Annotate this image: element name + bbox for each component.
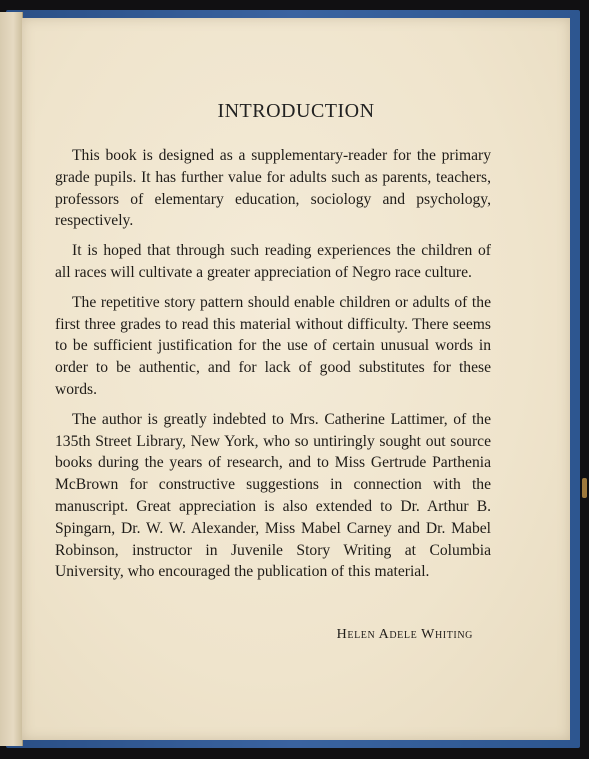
introduction-body	[55, 145, 491, 591]
paragraph-2: It is hoped that through such reading experiences the children of all races will cultivate a greater appreciation of Negro race culture.	[55, 242, 491, 281]
paragraph-1: This book is designed as a supplementary-reader for the primary grade pupils. It has further value for adults such as parents, teachers, professors of elementary education, sociology and psychology, respectively.	[55, 147, 491, 230]
book-page	[22, 18, 570, 740]
author-signature: Helen Adele Whiting	[336, 627, 473, 642]
paragraph-4: The author is greatly indebted to Mrs. Catherine Lattimer, of the 135th Street Library, New York, who so untiringly sought out source books during the years of research, and to Miss Gertrude Parthenia McBrown for constructive suggestions in connection with the manuscript. Great appreciation is also extended to Dr. Arthur B. Spingarn, Dr. W. W. Alexander, Miss Mabel Carney and Dr. Mabel Robinson, instructor in Juvenile Story Writing at Columbia University, who encouraged the publication of this material.	[55, 410, 491, 581]
page-edge-tab	[582, 478, 587, 498]
previous-page-edge	[0, 12, 23, 746]
page-title: INTRODUCTION	[217, 100, 375, 122]
paragraph-3: The repetitive story pattern should enable children or adults of the first three grades to read this material without difficulty. There seems to be sufficient justification for the use of certain unusual words in order to be authentic, and for lack of good substitutes for these words.	[55, 293, 491, 398]
